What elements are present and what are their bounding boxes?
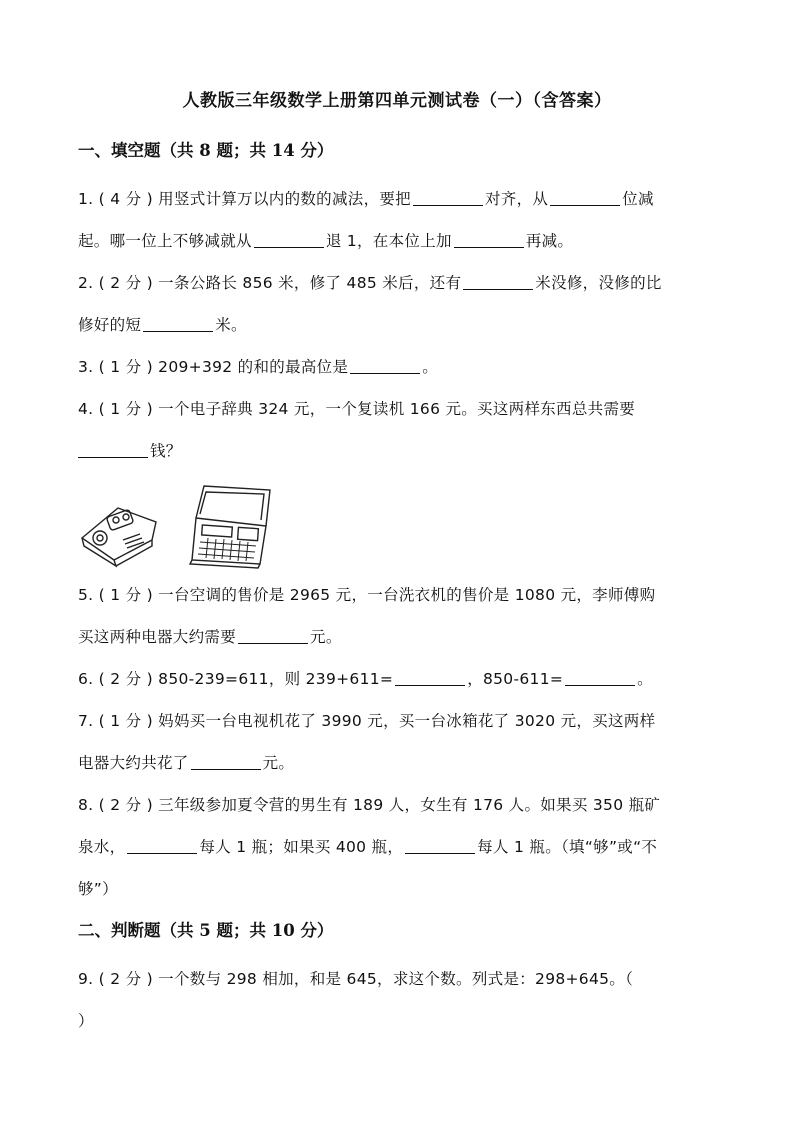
answer-blank[interactable] — [395, 671, 465, 686]
question-7-line-2: 电器大约共花了 元。 — [78, 754, 295, 772]
question-2-line-1: 2. ( 2 分 ) 一条公路长 856 米，修了 485 米后，还有 米没修，没修的比 — [78, 274, 662, 292]
question-3: 3. ( 1 分 ) 209+392 的和的最高位是 。 — [78, 358, 439, 376]
answer-blank[interactable] — [463, 275, 533, 290]
question-1-line-2: 起。哪一位上不够减就从 退 1，在本位上加 再减。 — [78, 232, 574, 250]
question-7-line-1: 7. ( 1 分 ) 妈妈买一台电视机花了 3990 元，买一台冰箱花了 3020 元，买这两样 — [78, 712, 656, 730]
device-illustrations — [78, 480, 278, 570]
answer-blank[interactable] — [565, 671, 635, 686]
question-4-line-1: 4. ( 1 分 ) 一个电子辞典 324 元，一个复读机 166 元。买这两样东西总共需要 — [78, 400, 636, 418]
question-4-illustration — [78, 480, 278, 570]
question-8-line-2: 泉水， 每人 1 瓶；如果买 400 瓶， 每人 1 瓶。（填“够”或“不 — [78, 838, 658, 856]
answer-blank[interactable] — [454, 233, 524, 248]
answer-blank[interactable] — [127, 839, 197, 854]
page-title: 人教版三年级数学上册第四单元测试卷（一）（含答案） — [182, 91, 612, 111]
answer-blank[interactable] — [143, 317, 213, 332]
section-heading-fill-blank: 一、填空题（共 8 题；共 14 分） — [78, 141, 334, 160]
repeater-icon — [82, 508, 156, 566]
answer-blank[interactable] — [405, 839, 475, 854]
question-1-line-1: 1. ( 4 分 ) 用竖式计算万以内的数的减法，要把 对齐，从 位减 — [78, 190, 654, 208]
answer-blank[interactable] — [254, 233, 324, 248]
question-8-line-3: 够”） — [78, 880, 118, 898]
question-4-line-2: 钱？ — [78, 439, 728, 461]
section-heading-true-false: 二、判断题（共 5 题；共 10 分） — [78, 921, 334, 940]
answer-blank[interactable] — [78, 443, 148, 458]
answer-blank[interactable] — [350, 359, 420, 374]
answer-blank[interactable] — [550, 191, 620, 206]
question-5-line-2: 买这两种电器大约需要 元。 — [78, 628, 342, 646]
answer-blank[interactable] — [413, 191, 483, 206]
question-5-line-1: 5. ( 1 分 ) 一台空调的售价是 2965 元，一台洗衣机的售价是 1080 元，李师傅购 — [78, 586, 656, 604]
question-8-line-1: 8. ( 2 分 ) 三年级参加夏令营的男生有 189 人，女生有 176 人。如果买 350 瓶矿 — [78, 796, 661, 814]
question-6: 6. ( 2 分 ) 850-239=611，则 239+611= ，850-611= 。 — [78, 670, 653, 688]
question-2-line-2: 修好的短 米。 — [78, 316, 247, 334]
answer-blank[interactable] — [191, 755, 261, 770]
answer-blank[interactable] — [238, 629, 308, 644]
electronic-dictionary-icon — [190, 486, 270, 568]
question-9-line-1: 9. ( 2 分 ) 一个数与 298 相加，和是 645，求这个数。列式是：298+645。（ — [78, 970, 634, 988]
question-9-line-2: ） — [78, 1012, 94, 1030]
